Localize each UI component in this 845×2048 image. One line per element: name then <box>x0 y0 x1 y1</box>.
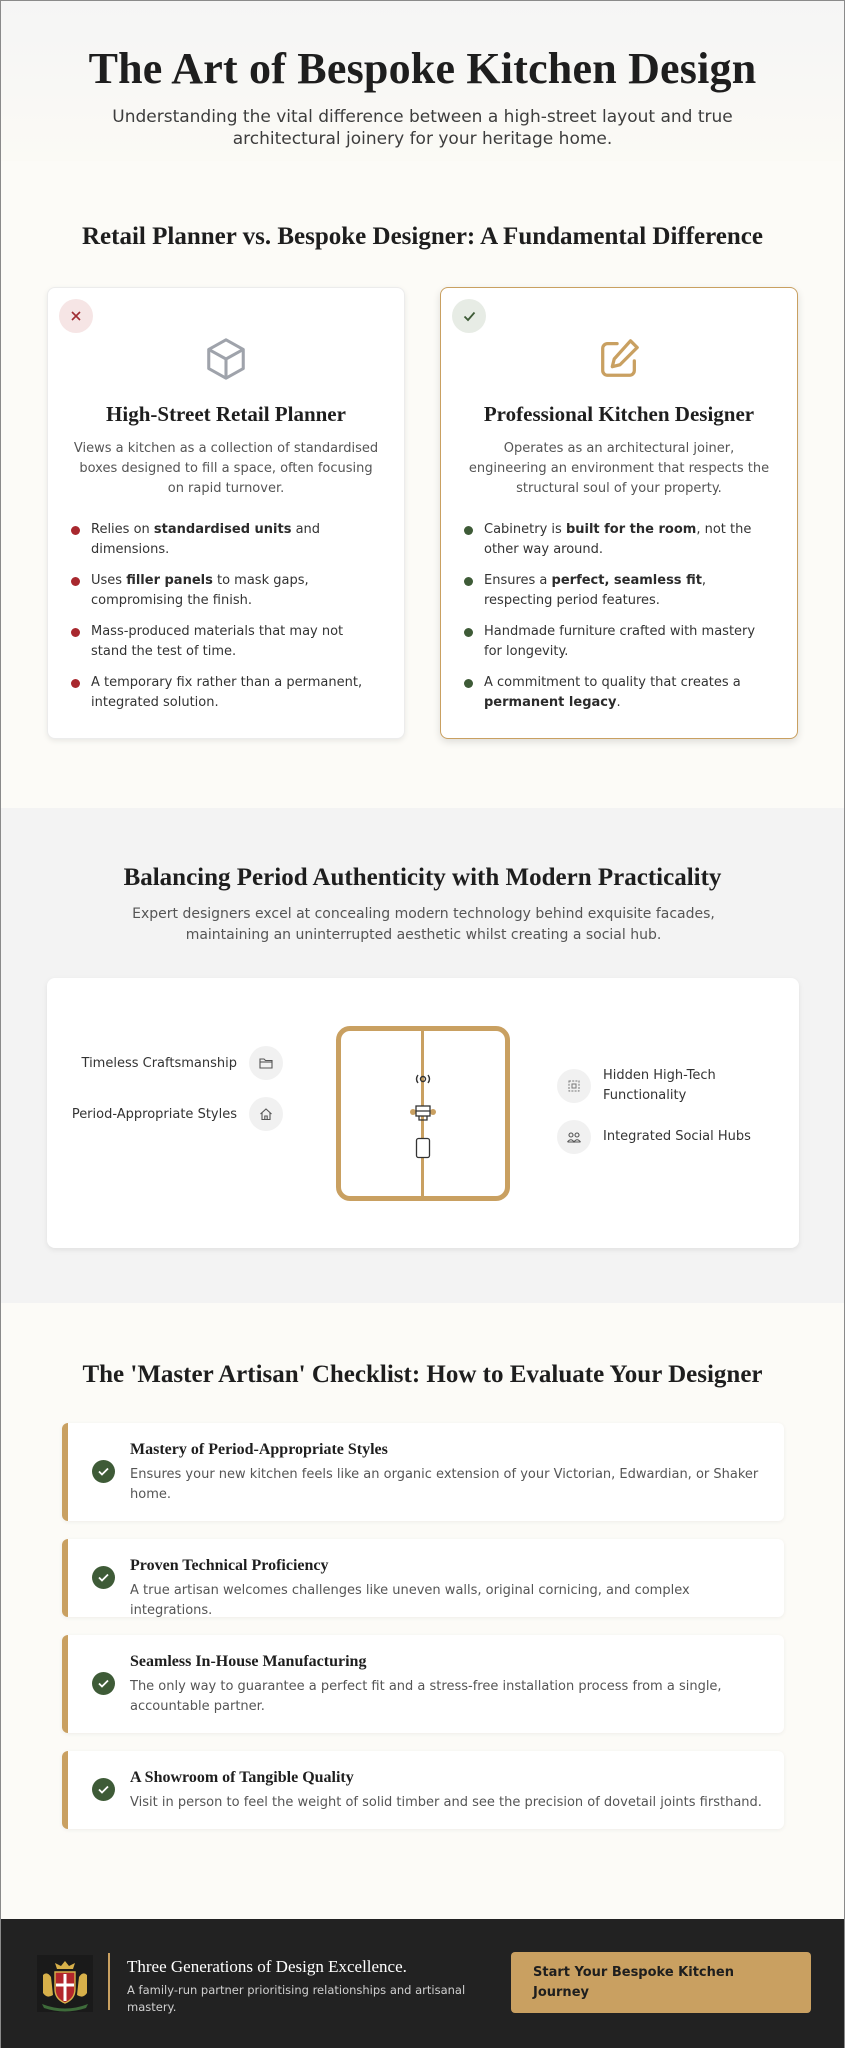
balance-subtitle: Expert designers excel at concealing modern technology behind exquisite facades, maintaining an uninterrupted aesthetic whilst creating a social hub. <box>132 906 715 943</box>
check-circle-icon <box>92 1672 115 1695</box>
page-title: The Art of Bespoke Kitchen Design <box>88 44 757 93</box>
chip-icon <box>557 1069 591 1103</box>
hero-section <box>1 1 844 161</box>
checklist-item: A Showroom of Tangible Quality Visit in person to feel the weight of solid timber and see the precision of dovetail joints firsthand. <box>62 1751 784 1829</box>
retail-planner-card <box>47 287 405 739</box>
list-item: Handmade furniture crafted with mastery for longevity. <box>463 622 775 662</box>
users-icon <box>557 1120 591 1154</box>
home-icon <box>249 1097 283 1131</box>
feature-period-styles: Period-Appropriate Styles <box>67 1097 283 1131</box>
list-item: Uses filler panels to mask gaps, compromising the finish. <box>70 571 382 611</box>
broadcast-icon <box>411 1071 435 1087</box>
phone-icon <box>415 1137 431 1159</box>
checklist-item: Mastery of Period-Appropriate Styles Ensures your new kitchen feels like an organic extension of your Victorian, Edwardian, or Shaker home. <box>62 1423 784 1521</box>
checklist-item: Proven Technical Proficiency A true artisan welcomes challenges like uneven walls, original cornicing, and complex integrations. <box>62 1539 784 1617</box>
close-icon <box>59 299 93 333</box>
start-journey-button[interactable]: Start Your Bespoke Kitchen Journey <box>511 1952 811 2013</box>
folder-icon <box>249 1046 283 1080</box>
checklist-heading: The 'Master Artisan' Checklist: How to Evaluate Your Designer <box>82 1361 763 1388</box>
check-circle-icon <box>92 1566 115 1589</box>
check-icon <box>452 299 486 333</box>
bullet-icon <box>464 679 473 688</box>
list-item: A temporary fix rather than a permanent, integrated solution. <box>70 673 382 713</box>
professional-designer-title: Professional Kitchen Designer <box>483 402 755 426</box>
bullet-icon <box>71 577 80 586</box>
check-circle-icon <box>92 1460 115 1483</box>
footer <box>1 1919 844 2048</box>
balance-section <box>1 808 844 1303</box>
list-item: A commitment to quality that creates a permanent legacy. <box>463 673 775 713</box>
page-subtitle: Understanding the vital difference between a high-street layout and true architectural joinery for your heritage home. <box>112 107 733 149</box>
bullet-icon <box>71 628 80 637</box>
bullet-icon <box>71 679 80 688</box>
professional-designer-card <box>440 287 798 739</box>
edit-icon <box>596 336 642 382</box>
list-item: Relies on standardised units and dimensions. <box>70 520 382 560</box>
balance-heading: Balancing Period Authenticity with Modern Practicality <box>123 864 722 891</box>
feature-hidden-tech: Hidden High-Tech Functionality <box>557 1066 733 1106</box>
professional-designer-list <box>463 520 775 713</box>
feature-timeless-craftsmanship: Timeless Craftsmanship <box>67 1046 283 1080</box>
bullet-icon <box>464 526 473 535</box>
feature-social-hubs: Integrated Social Hubs <box>557 1120 751 1154</box>
cooktop-icon <box>409 1104 437 1124</box>
bullet-icon <box>464 628 473 637</box>
checklist-section <box>1 1303 844 1913</box>
professional-designer-desc: Operates as an architectural joiner, engineering an environment that respects the structural soul of your property. <box>468 441 770 496</box>
check-circle-icon <box>92 1778 115 1801</box>
checklist-item: Seamless In-House Manufacturing The only way to guarantee a perfect fit and a stress-free installation process from a single, accountable partner. <box>62 1635 784 1733</box>
bullet-icon <box>71 526 80 535</box>
cube-icon <box>203 336 249 382</box>
list-item: Mass-produced materials that may not stand the test of time. <box>70 622 382 662</box>
comparison-heading: Retail Planner vs. Bespoke Designer: A Fundamental Difference <box>82 223 763 250</box>
crest-logo <box>37 1955 93 2012</box>
cabinet-illustration <box>336 1026 510 1201</box>
retail-planner-title: High-Street Retail Planner <box>106 402 346 426</box>
feature-panel <box>47 978 799 1248</box>
footer-title: Three Generations of Design Excellence. <box>127 1957 407 1976</box>
footer-divider <box>108 1953 110 2010</box>
retail-planner-desc: Views a kitchen as a collection of standardised boxes designed to fill a space, often focusing on rapid turnover. <box>73 441 379 496</box>
list-item: Cabinetry is built for the room, not the other way around. <box>463 520 775 560</box>
comparison-section <box>1 161 844 808</box>
bullet-icon <box>464 577 473 586</box>
footer-subtitle: A family-run partner prioritising relationships and artisanal mastery. <box>127 1983 466 2014</box>
list-item: Ensures a perfect, seamless fit, respecting period features. <box>463 571 775 611</box>
retail-planner-list <box>70 520 382 713</box>
